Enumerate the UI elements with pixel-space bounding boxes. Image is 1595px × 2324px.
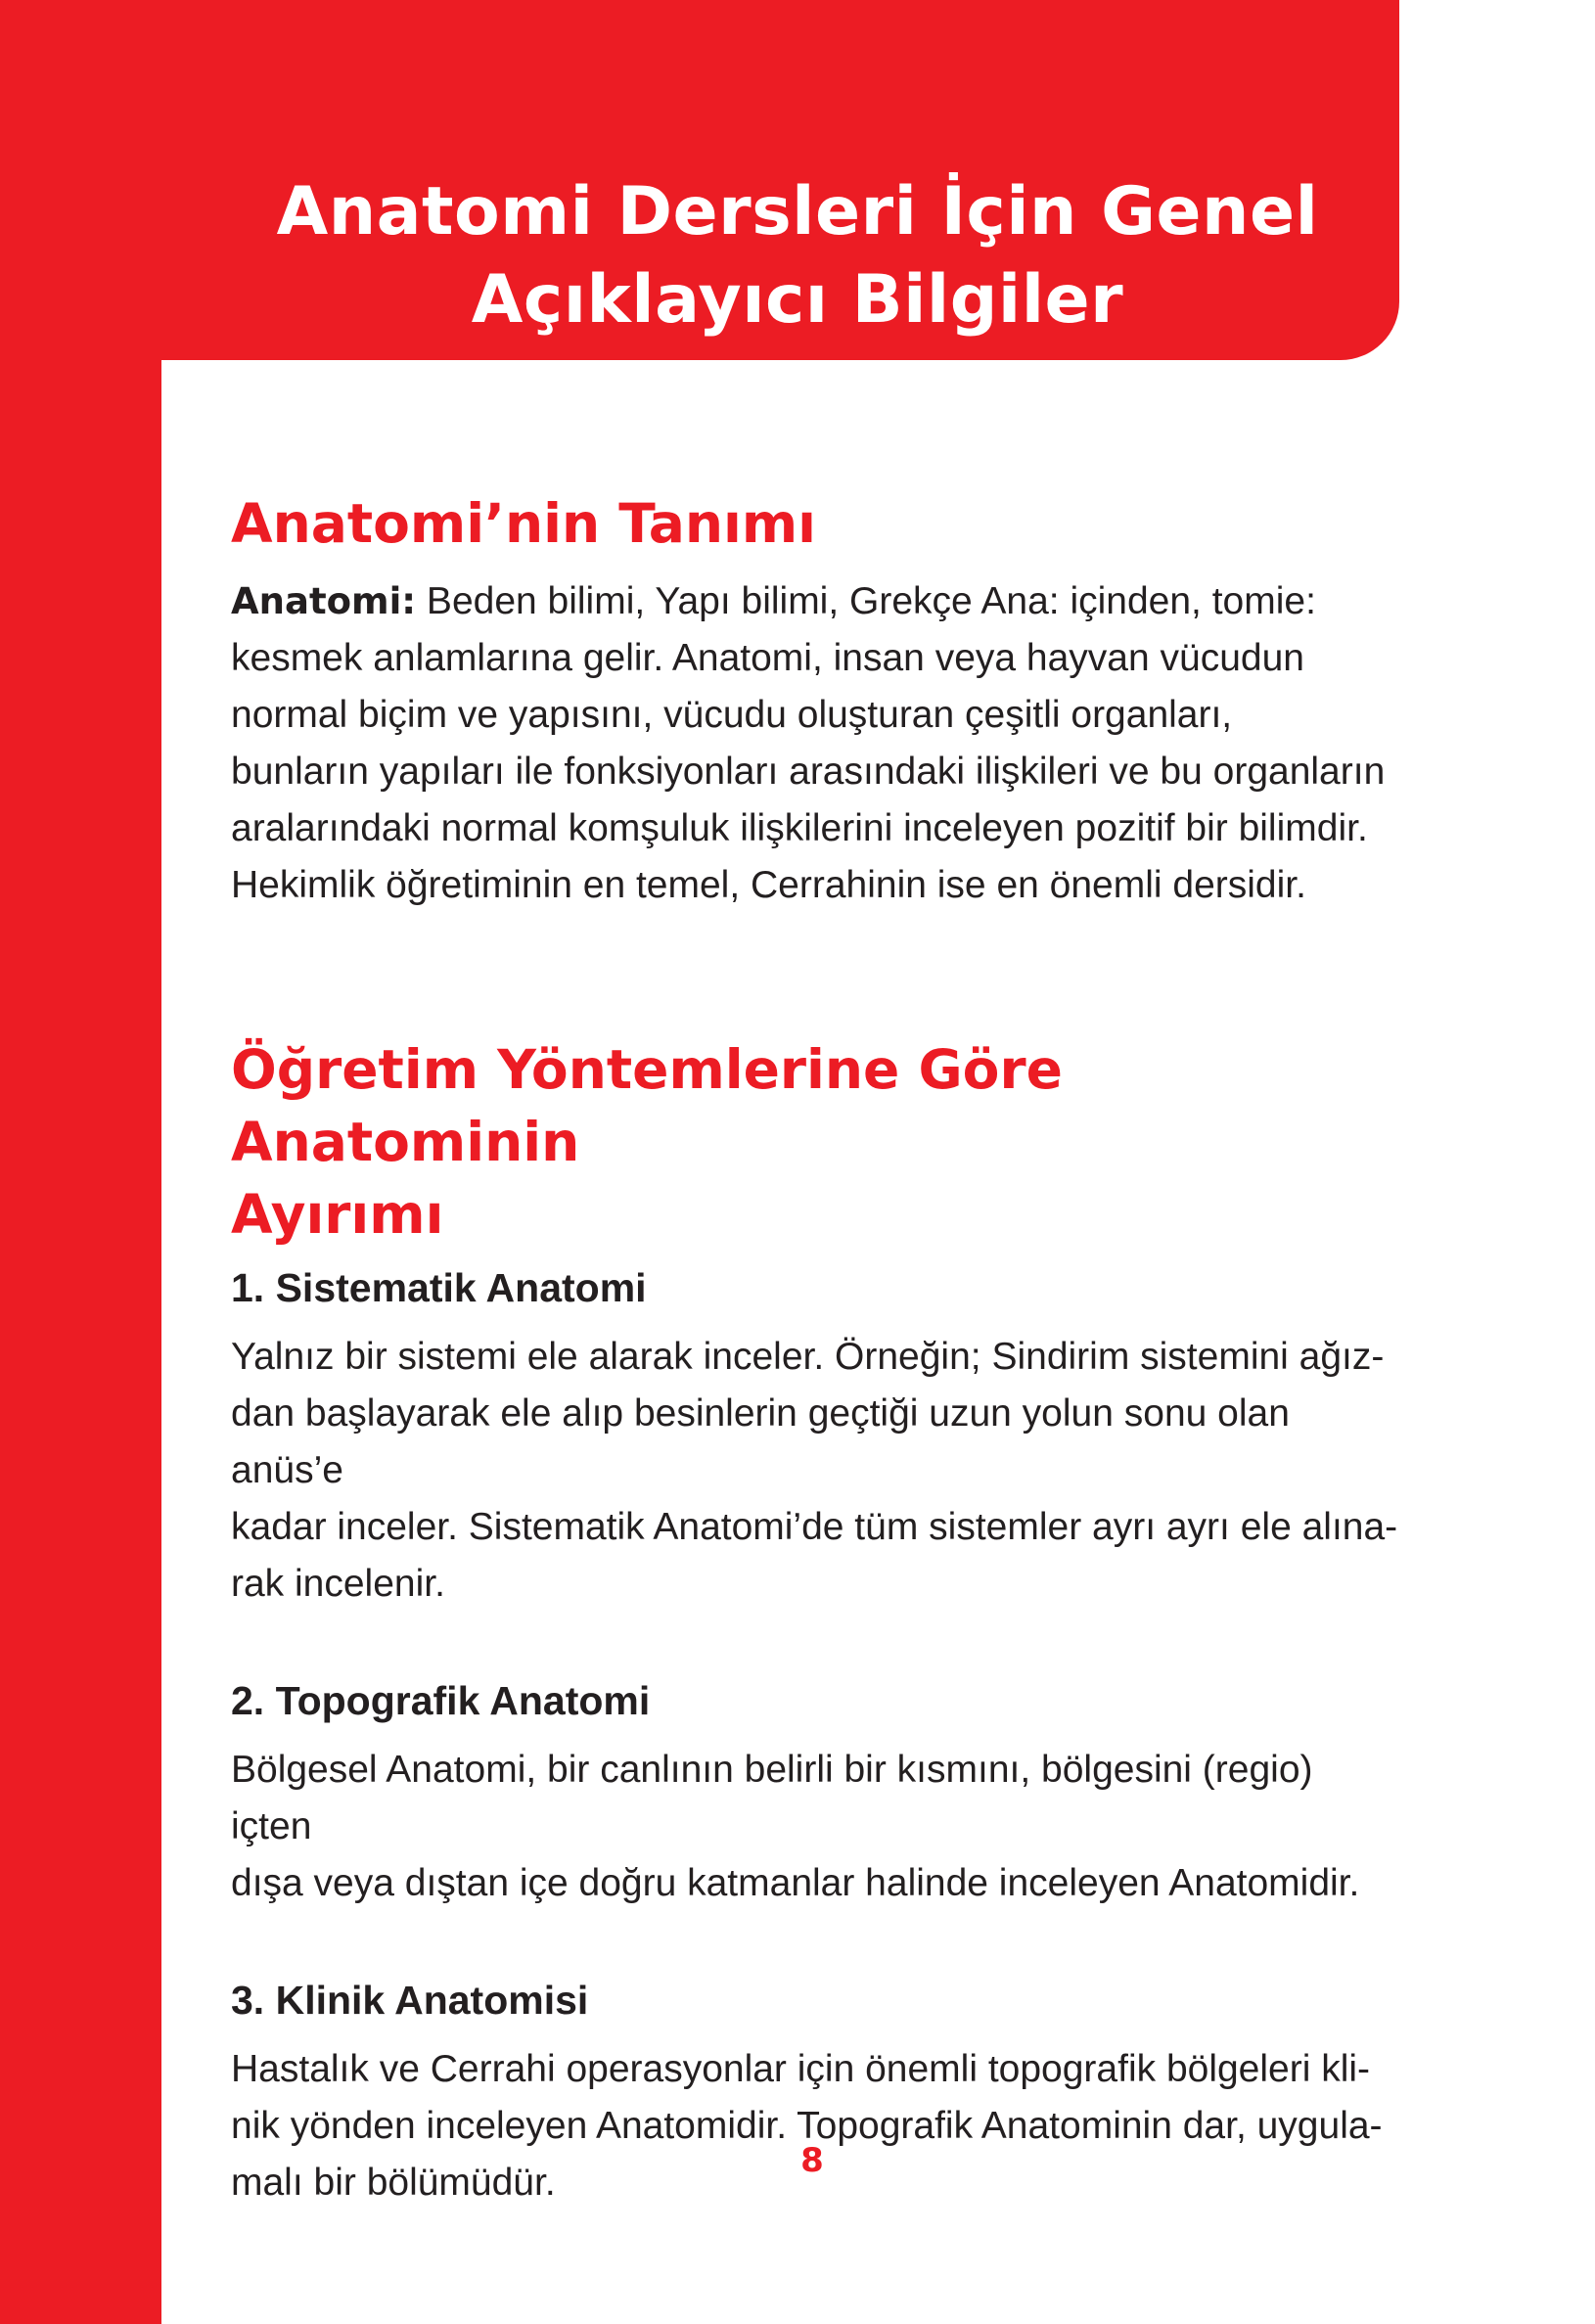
paragraph-line: Bölgesel Anatomi, bir canlının belirli bir kısmını, bölgesini (regio) içten [231, 1749, 1313, 1847]
section-title-anatomy-definition: Anatomi’nin Tanımı [231, 492, 816, 555]
left-red-margin [0, 0, 161, 2324]
paragraph-line: malı bir bölümüdür. [231, 2162, 556, 2204]
paragraph-line: kadar inceler. Sistematik Anatomi’de tüm sistemler ayrı ayrı ele alına- [231, 1506, 1398, 1548]
section-title-line-1: Öğretim Yöntemlerine Göre Anatominin [231, 1038, 1063, 1173]
page-number: 8 [800, 2141, 824, 2180]
paragraph-line: kesmek anlamlarına gelir. Anatomi, insan veya hayvan vücudun [231, 637, 1304, 679]
definition-paragraph [231, 573, 1400, 914]
paragraph-line: normal biçim ve yapısını, vücudu oluşturan çeşitli organları, [231, 694, 1233, 736]
paragraph-line: aralarındaki normal komşuluk ilişkilerini inceleyen pozitif bir bilimdir. [231, 807, 1368, 849]
chapter-title-line-1: Anatomi Dersleri İçin Genel [276, 173, 1319, 251]
definition-term: Anatomi: [231, 580, 417, 622]
paragraph-line: bunların yapıları ile fonksiyonları arasındaki ilişkileri ve bu organların [231, 751, 1386, 793]
paragraph-line: Hastalık ve Cerrahi operasyonlar için önemli topografik bölgeleri kli- [231, 2048, 1371, 2090]
section-title-line-2: Ayırımı [231, 1183, 444, 1246]
paragraph-line: nik yönden inceleyen Anatomidir. Topografik Anatominin dar, uygula- [231, 2105, 1383, 2147]
paragraph-line: Hekimlik öğretiminin en temel, Cerrahinin ise en önemli dersidir. [231, 864, 1306, 906]
systematic-paragraph [231, 1329, 1400, 1613]
paragraph-line: Beden bilimi, Yapı bilimi, Grekçe Ana: içinden, tomie: [416, 580, 1316, 622]
paragraph-line: rak incelenir. [231, 1563, 445, 1605]
paragraph-line: Yalnız bir sistemi ele alarak inceler. Örneğin; Sindirim sistemini ağız- [231, 1336, 1385, 1378]
clinical-paragraph [231, 2041, 1400, 2211]
subsection-heading-topographic: 2. Topografik Anatomi [231, 1678, 651, 1723]
paragraph-line: dışa veya dıştan içe doğru katmanlar halinde inceleyen Anatomidir. [231, 1862, 1360, 1904]
section-title-teaching-methods [231, 1033, 1400, 1251]
page-content [231, 487, 1400, 2211]
subsection-heading-systematic: 1. Sistematik Anatomi [231, 1265, 647, 1310]
paragraph-line: dan başlayarak ele alıp besinlerin geçtiği uzun yolun sonu olan anüs’e [231, 1392, 1290, 1491]
subsection-heading-clinical: 3. Klinik Anatomisi [231, 1978, 589, 2023]
chapter-title [196, 168, 1399, 344]
chapter-title-line-2: Açıklayıcı Bilgiler [471, 261, 1124, 339]
topographic-paragraph [231, 1742, 1400, 1912]
